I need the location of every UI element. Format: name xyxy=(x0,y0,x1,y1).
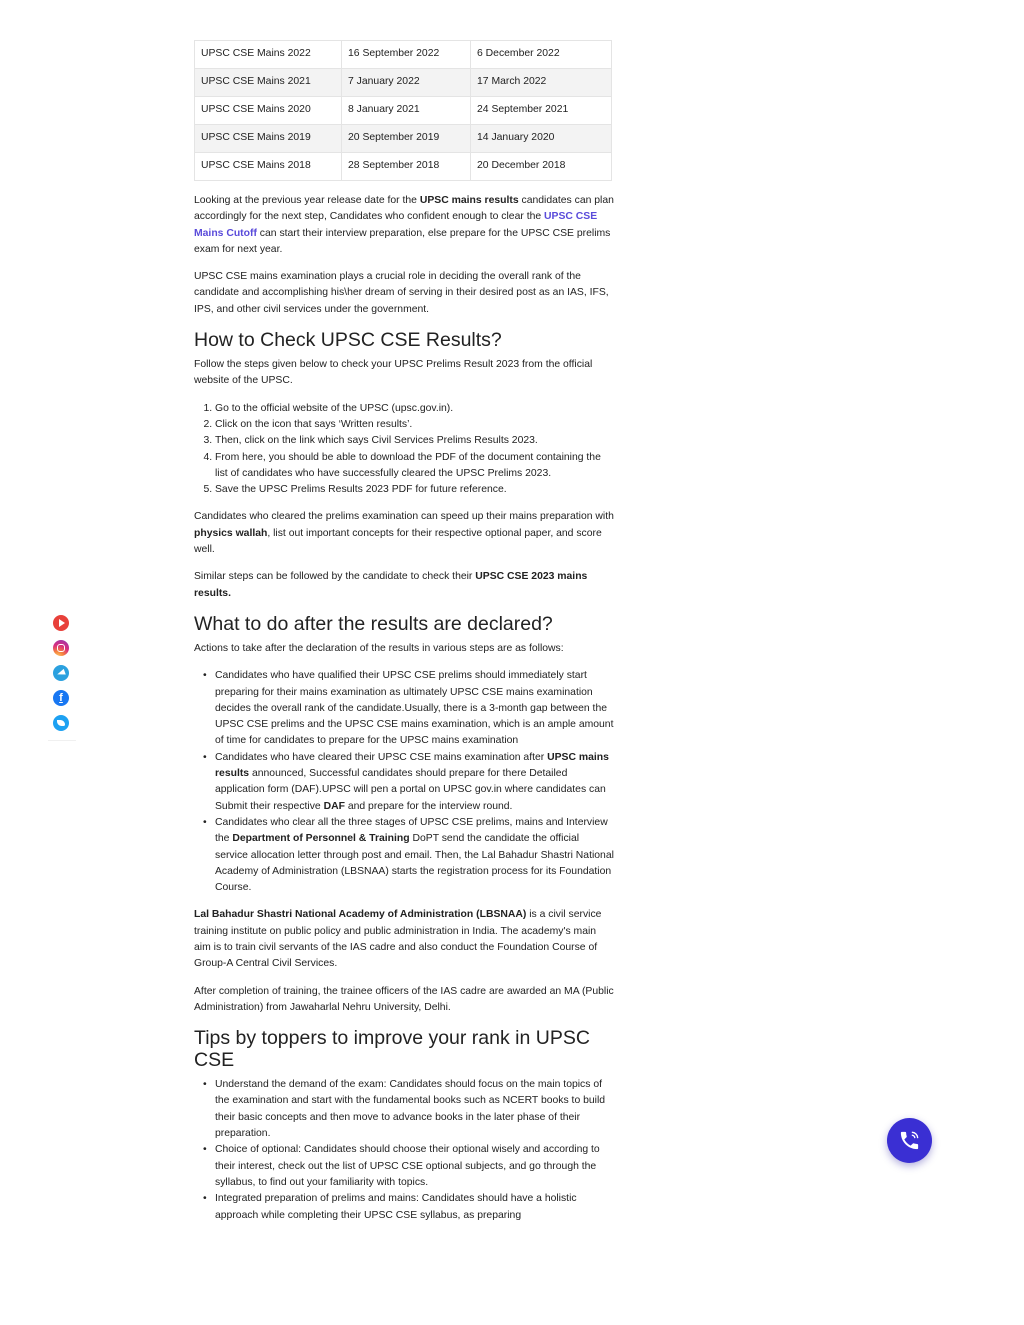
table-row xyxy=(195,41,612,69)
table-cell: 28 September 2018 xyxy=(342,153,471,181)
table-row xyxy=(195,69,612,97)
list-item: 4. From here, you should be able to download the PDF of the document containing the list of candidates who have successfully cleared the UPSC Prelims 2023. xyxy=(215,450,614,483)
check-steps-list xyxy=(194,401,614,499)
twitter-icon[interactable] xyxy=(53,715,69,731)
list-item: • Candidates who have qualified their UPSC CSE prelims should immediately start preparing for their mains examination as ultimately UPSC CSE mains examination decides the overall rank of the candidate.Usually, there is a 3-month gap between the UPSC CSE prelims and the UPSC CSE mains examination, which is an ample amount of time for candidates to prepare for the UPSC mains examination xyxy=(215,668,614,749)
table-cell: UPSC CSE Mains 2019 xyxy=(195,125,342,153)
check-results-heading: How to Check UPSC CSE Results? xyxy=(194,329,502,352)
after-results-list xyxy=(194,668,614,896)
table-cell: 17 March 2022 xyxy=(471,69,612,97)
similar-steps-paragraph: Similar steps can be followed by the candidate to check their UPSC CSE 2023 mains results. xyxy=(194,571,588,599)
table-cell: 24 September 2021 xyxy=(471,97,612,125)
table-cell: 14 January 2020 xyxy=(471,125,612,153)
table-row xyxy=(195,153,612,181)
mains-cutoff-link[interactable]: UPSC CSE Mains Cutoff xyxy=(194,211,598,239)
phone-icon xyxy=(898,1129,921,1152)
list-item: 5. Save the UPSC Prelims Results 2023 PDF for future reference. xyxy=(215,482,614,498)
toppers-tips-heading: Tips by toppers to improve your rank in UPSC CSE xyxy=(194,1027,590,1072)
instagram-icon[interactable] xyxy=(53,640,69,656)
list-item: • Choice of optional: Candidates should choose their optional wisely and according to their interest, check out the list of UPSC CSE optional subjects, and go through the syllabus, to find out your familiarity with topics. xyxy=(215,1142,614,1191)
results-dates-table xyxy=(194,40,612,181)
list-item: • Candidates who have cleared their UPSC CSE mains examination after UPSC mains results announced, Successful candidates should prepare for there Detailed application form (DAF).UPSC will pen a portal on UPSC gov.in where candidates can Submit their respective DAF and prepare for the interview round. xyxy=(215,750,614,815)
table-row xyxy=(195,125,612,153)
list-item: • Candidates who clear all the three stages of UPSC CSE prelims, mains and Interview the Department of Personnel & Training DoPT send the candidate the official service allocation letter through post and email. Then, the Lal Bahadur Shastri National Academy of Administration (LBSNAA) starts the registration process for its Foundation Course. xyxy=(215,815,614,896)
table-cell: 7 January 2022 xyxy=(342,69,471,97)
social-share-bar xyxy=(53,615,71,741)
telegram-icon[interactable] xyxy=(53,665,69,681)
call-button[interactable] xyxy=(887,1118,932,1163)
list-item: • Understand the demand of the exam: Candidates should focus on the main topics of the examination and start with the fundamental books such as NCERT books to build their basic concepts and then move to advance books in the later phase of their preparation. xyxy=(215,1077,614,1142)
facebook-icon[interactable]: f xyxy=(53,690,69,706)
list-item: 1. Go to the official website of the UPSC (upsc.gov.in). xyxy=(215,401,614,417)
table-cell: UPSC CSE Mains 2022 xyxy=(195,41,342,69)
list-item: 2. Click on the icon that says ‘Written results’. xyxy=(215,417,614,433)
table-row xyxy=(195,97,612,125)
mains-role-paragraph: UPSC CSE mains examination plays a crucial role in deciding the overall rank of the candidate and accomplishing his\her dream of serving in their desired post as an IAS, IFS, IPS, and other civil services under the government. xyxy=(194,271,609,315)
table-cell: UPSC CSE Mains 2021 xyxy=(195,69,342,97)
list-item: 3. Then, click on the link which says Civil Services Prelims Results 2023. xyxy=(215,433,614,449)
tips-list xyxy=(194,1077,614,1224)
release-date-paragraph: Looking at the previous year release date for the UPSC mains results candidates can plan accordingly for the next step, Candidates who confident enough to clear the UPSC CSE Mains Cutoff can start their interview preparation, else prepare for the UPSC CSE prelims exam for next year. xyxy=(194,195,614,255)
check-intro-paragraph: Follow the steps given below to check your UPSC Prelims Result 2023 from the official website of the UPSC. xyxy=(194,359,593,387)
table-cell: UPSC CSE Mains 2020 xyxy=(195,97,342,125)
actions-intro-paragraph: Actions to take after the declaration of the results in various steps are as follows: xyxy=(194,642,564,654)
lbsnaa-paragraph: Lal Bahadur Shastri National Academy of Administration (LBSNAA) is a civil service training institute on public policy and public administration in India. The academy's main aim is to train civil servants of the IAS cadre and also conduct the Foundation Course of Group-A Central Civil Services. xyxy=(194,909,602,970)
social-divider xyxy=(48,740,76,741)
table-cell: 20 December 2018 xyxy=(471,153,612,181)
table-cell: UPSC CSE Mains 2018 xyxy=(195,153,342,181)
table-cell: 16 September 2022 xyxy=(342,41,471,69)
after-results-heading: What to do after the results are declared? xyxy=(194,612,553,635)
training-paragraph: After completion of training, the trainee officers of the IAS cadre are awarded an MA (Public Administration) from Jawaharlal Nehru University, Delhi. xyxy=(194,985,614,1013)
youtube-icon[interactable] xyxy=(53,615,69,631)
article-content xyxy=(194,40,614,1235)
list-item: • Integrated preparation of prelims and mains: Candidates should have a holistic approach while completing their UPSC CSE syllabus, as preparing xyxy=(215,1191,614,1224)
table-cell: 6 December 2022 xyxy=(471,41,612,69)
table-cell: 8 January 2021 xyxy=(342,97,471,125)
physics-wallah-paragraph: Candidates who cleared the prelims examination can speed up their mains preparation with physics wallah, list out important concepts for their respective optional paper, and score well. xyxy=(194,511,614,556)
table-cell: 20 September 2019 xyxy=(342,125,471,153)
